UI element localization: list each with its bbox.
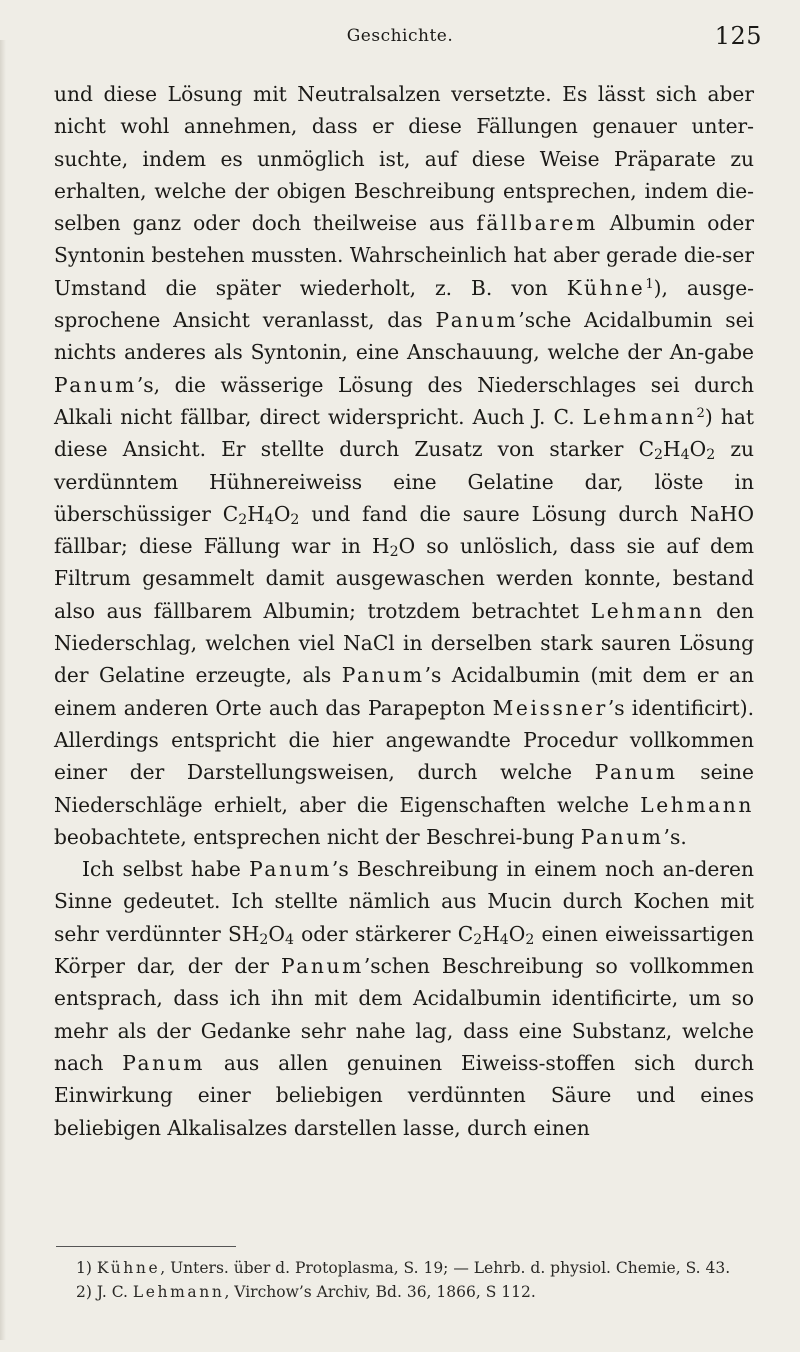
page-spine-shadow	[0, 40, 6, 1340]
footnote-ref: 1	[645, 276, 654, 292]
chemical-formula: $H_2O$	[372, 534, 416, 561]
text-run: ) hat diese Ansicht. Er stellte durch Zusatz von starker	[54, 404, 754, 462]
text-run: so unlöslich, dass sie auf dem Filtrum gesammelt damit ausgewaschen werden konnte, bestand also aus fällbarem Albumin; trotzdem betrachtet	[54, 534, 755, 623]
text-run: beobachtete, entsprechen nicht der Beschrei-bung	[54, 824, 581, 849]
text-run: zu verdünntem Hühnereiweiss eine Gelatine dar, löste in überschüssiger	[54, 437, 754, 526]
author-name: Panum	[122, 1050, 206, 1075]
chemical-formula: $C_2H_4O_2$	[457, 921, 535, 948]
text-run: ’schen Beschreibung so vollkommen entsprach, dass ich ihn mit dem Acidalbumin identificirte, um so mehr als der Gedanke sehr nahe lag, dass eine Substanz, welche nach	[54, 954, 754, 1075]
text-run: ’s Acidalbumin (mit dem er an einem anderen Orte auch das Parapepton	[54, 663, 754, 720]
text-run: seine Niederschläge erhielt, aber die Eigenschaften welche	[54, 760, 754, 817]
chemical-formula: $C_2H_4O_2$	[638, 437, 716, 464]
author-name: Panum	[594, 760, 678, 785]
chemical-formula: $C_2H_4O_2$	[222, 501, 300, 528]
text-run: Ich selbst habe	[82, 857, 250, 882]
footnote-rule	[56, 1246, 236, 1247]
text-run: ’s.	[663, 824, 687, 849]
author-name: Lehmann	[640, 792, 754, 817]
chemical-formula: $SH_2O_4$	[227, 921, 294, 948]
text-run: ’s, die wässerige Lösung des Niederschlages sei durch Alkali nicht fällbar, direct widerspricht. Auch J. C.	[54, 372, 754, 429]
page-number: 125	[714, 22, 762, 50]
text-run: ’s Beschreibung in einem noch an-deren Sinne gedeutet. Ich stellte nämlich aus Mucin durch Kochen mit sehr verdünnter	[54, 857, 754, 946]
text-run: ’sche Acidalbumin sei nichts anderes als Syntonin, eine Anschauung, welche der An-gabe	[54, 308, 754, 365]
author-name: Kühne	[566, 275, 646, 300]
footnotes	[54, 1256, 754, 1304]
text-run: ), ausge-sprochene Ansicht veranlasst, das	[54, 275, 754, 333]
author-name: Lehmann	[590, 598, 705, 623]
body-text	[54, 78, 754, 1144]
paragraph-1	[54, 78, 754, 853]
author-name: Meissner	[492, 695, 608, 720]
author-name: Panum	[280, 954, 364, 979]
author-name: Panum	[580, 824, 664, 849]
footnote-1: 1) Kühne, Unters. über d. Protoplasma, S. 19; — Lehrb. d. physiol. Chemie, S. 43.	[76, 1259, 731, 1277]
text-run: ’s identificirt). Allerdings entspricht die hier angewandte Procedur vollkommen einer der Darstellungsweisen, durch welche	[54, 695, 754, 785]
text-run: Albumin oder Syntonin bestehen mussten. Wahrscheinlich hat aber gerade die-ser Umstand die später wiederholt, z. B. von	[54, 211, 754, 300]
text-run: den Niederschlag, welchen viel NaCl in derselben stark sauren Lösung der Gelatine erzeugte, als	[54, 598, 754, 688]
author-name: Panum	[341, 663, 425, 688]
author-name: Panum	[435, 308, 519, 333]
running-title: Geschichte.	[346, 26, 454, 46]
text-run: aus allen genuinen Eiweiss-stoffen sich durch Einwirkung einer beliebigen verdünnten Säure und eines beliebigen Alkalisalzes darstellen lasse, durch einen	[54, 1050, 754, 1140]
page-header	[0, 22, 800, 52]
footnote-2: 2) J. C. Lehmann, Virchow’s Archiv, Bd. 36, 1866, S 112.	[76, 1283, 536, 1301]
author-name: Lehmann	[582, 404, 697, 429]
text-run: einen eiweissartigen Körper dar, der der	[54, 921, 754, 979]
footnote-ref: 2	[696, 405, 705, 421]
text-run: und diese Lösung mit Neutralsalzen versetzte. Es lässt sich aber nicht wohl annehmen, dass er diese Fällungen genauer unter-suchte, indem es unmöglich ist, auf diese Weise Präparate zu erhalten, welche der obigen Beschreibung entsprechen, indem die-selben ganz oder doch theilweise aus	[54, 82, 754, 236]
text-run: und fand die saure Lösung durch NaHO fällbar; diese Fällung war in	[54, 501, 754, 559]
emphasis-word: fällbarem	[476, 211, 598, 236]
footnote-author: Lehmann	[132, 1283, 225, 1301]
paragraph-2	[54, 853, 754, 1144]
author-name: Panum	[249, 857, 332, 882]
text-run: oder stärkerer	[293, 921, 458, 946]
footnote-author: Kühne	[96, 1259, 161, 1277]
author-name: Panum	[54, 372, 137, 397]
